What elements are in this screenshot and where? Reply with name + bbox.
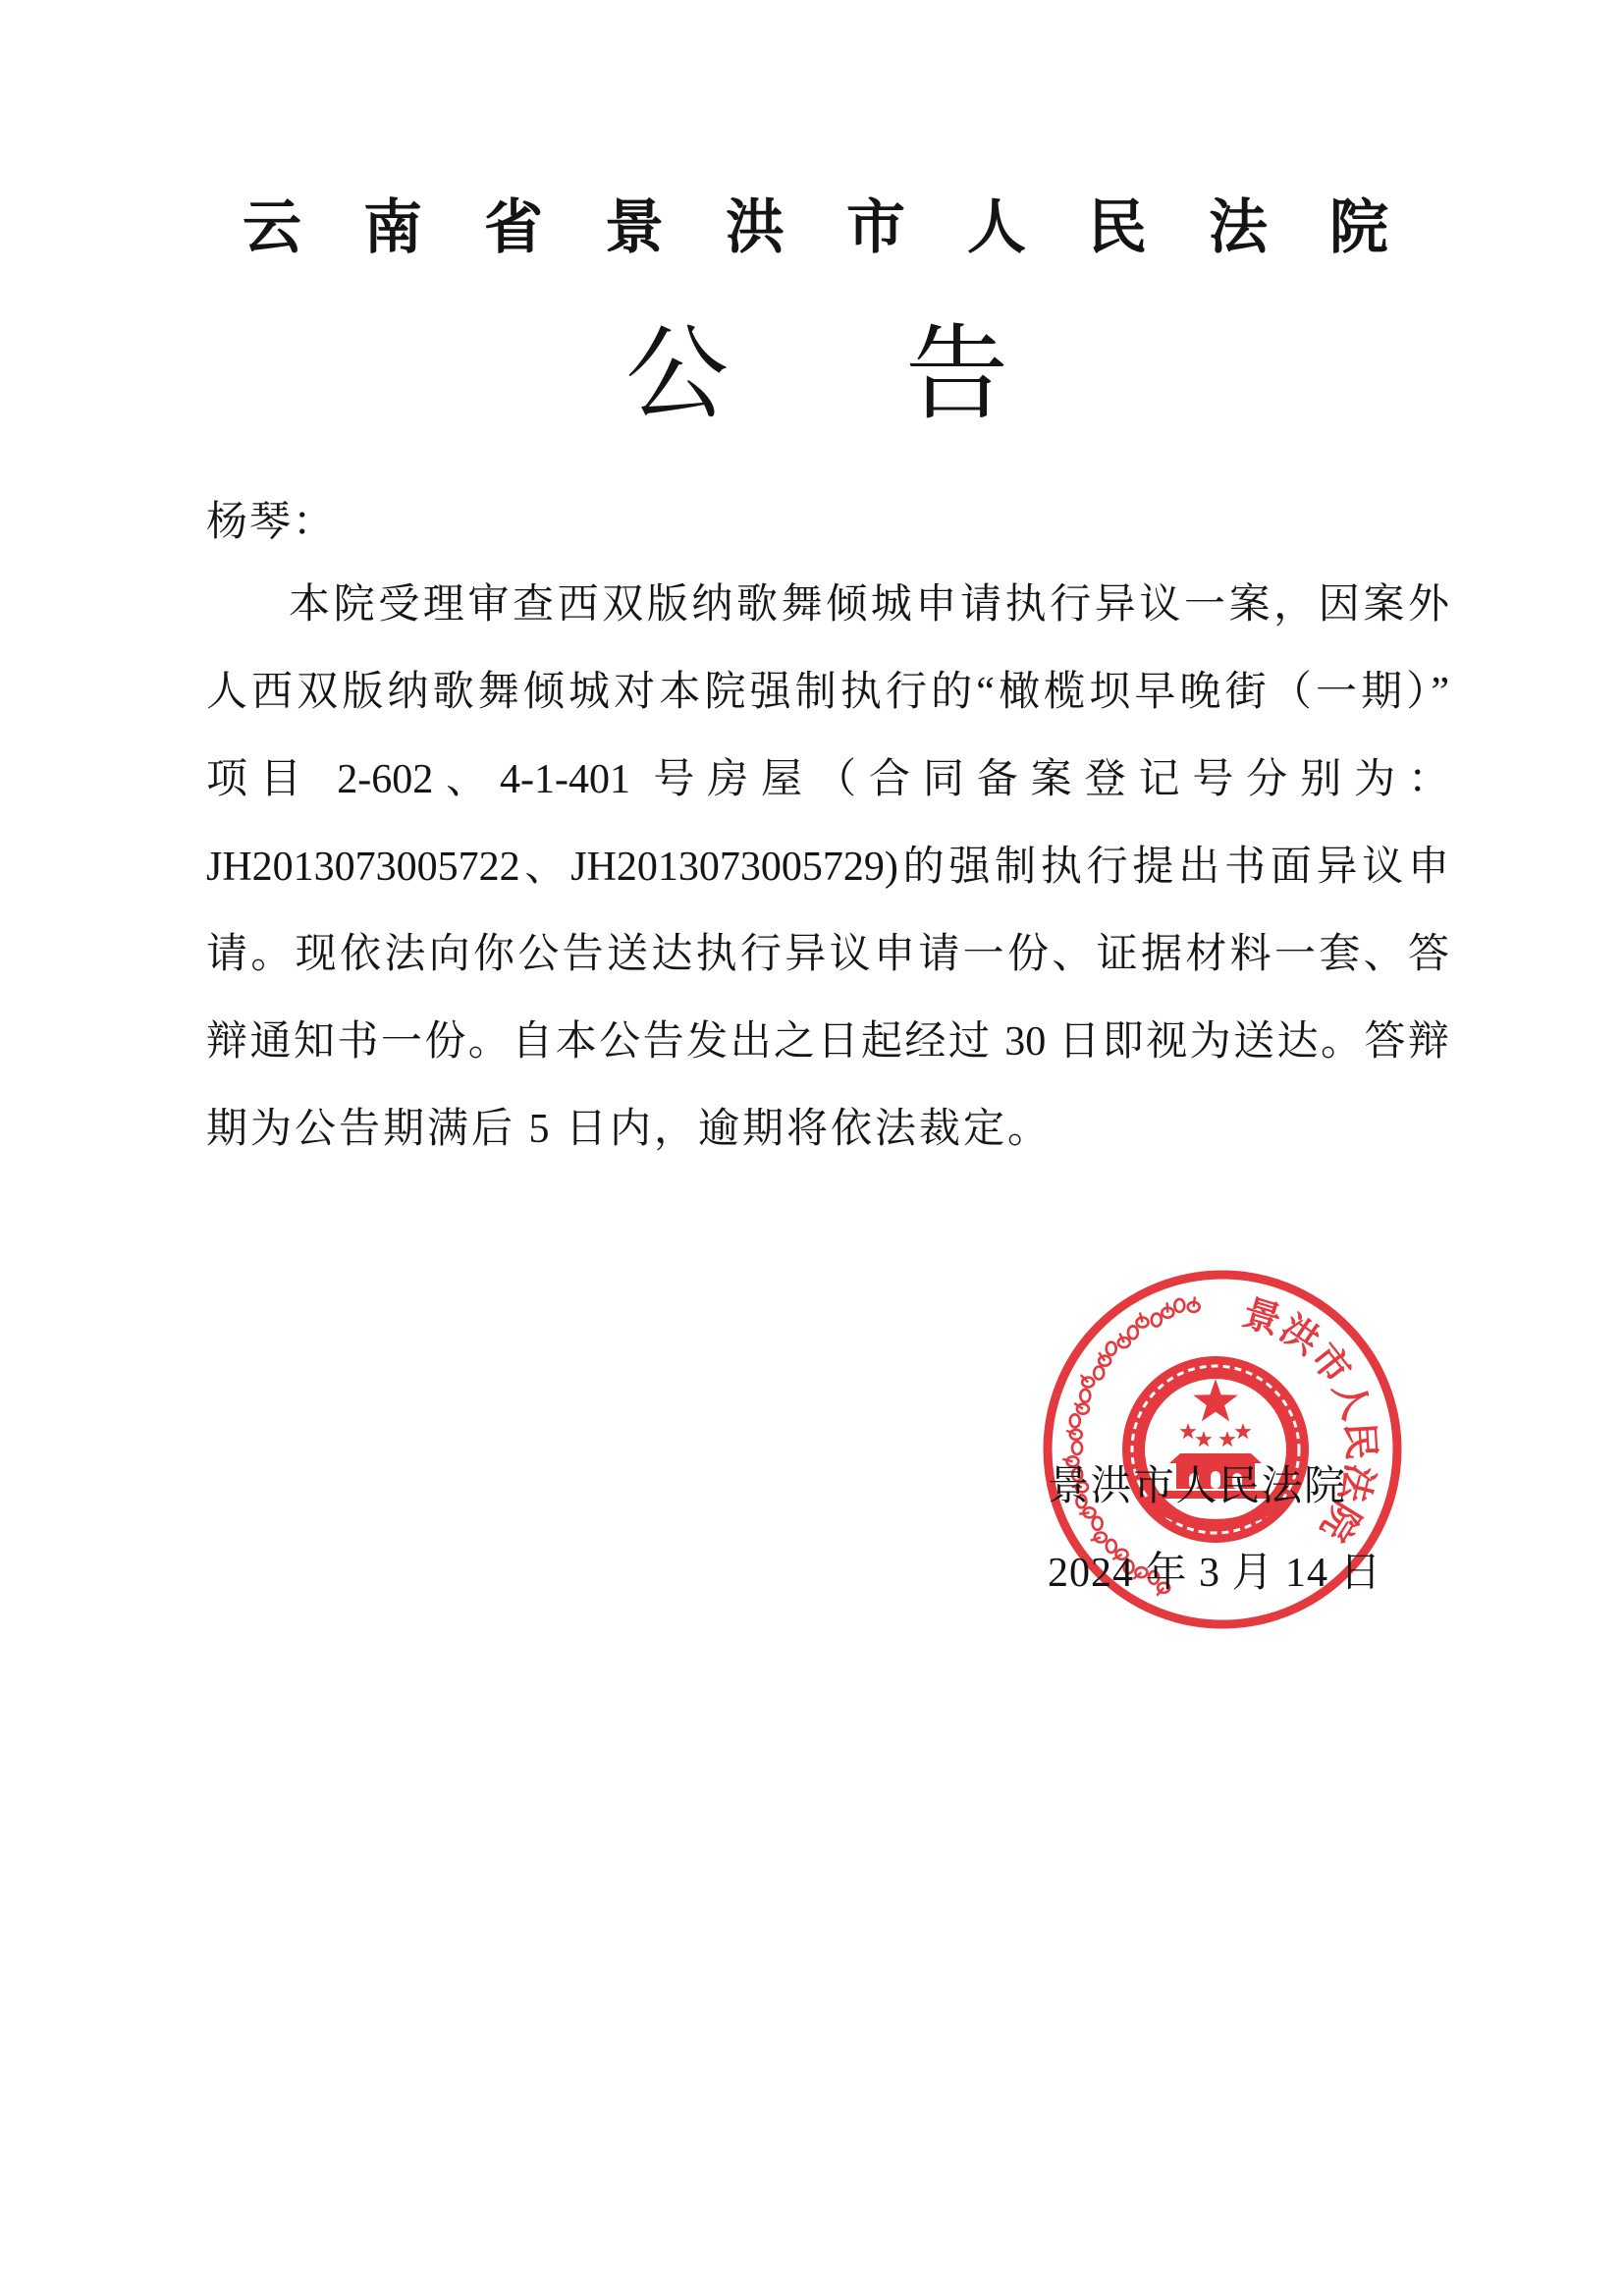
notice-title: 公告 bbox=[625, 317, 1185, 432]
body-line: 辩通知书一份。自本公告发出之日起经过 30 日即视为送达。答辩 bbox=[206, 1019, 1449, 1065]
body-line: 本院受理审查西双版纳歌舞倾城申请执行异议一案，因案外 bbox=[289, 582, 1449, 628]
court-title: 云南省景洪市人民法院 bbox=[243, 195, 1450, 260]
seal-script-glyph bbox=[1080, 1390, 1090, 1402]
body-line: 项目 2-602、4-1-401 号房屋（合同备案登记号分别为： bbox=[206, 757, 1449, 802]
seal-script-glyph bbox=[1128, 1326, 1138, 1339]
notice-body bbox=[206, 562, 1449, 1174]
seal-script-glyph bbox=[1070, 1430, 1082, 1440]
seal-script-glyph bbox=[1094, 1367, 1104, 1380]
body-line: 请。现依法向你公告送达执行异议申请一份、证据材料一套、答 bbox=[206, 932, 1449, 977]
addressee: 杨琴： bbox=[206, 500, 337, 545]
body-line: 人西双版纳歌舞倾城对本院强制执行的“橄榄坝早晚街（一期）” bbox=[206, 670, 1449, 715]
seal-script-stroke bbox=[1167, 1302, 1168, 1312]
seal-script-glyph bbox=[1070, 1414, 1080, 1427]
seal-script-stroke bbox=[1140, 1312, 1143, 1322]
seal-script-glyph bbox=[1107, 1342, 1116, 1355]
seal-script-glyph bbox=[1152, 1314, 1162, 1327]
court-signature: 景洪市人民法院 bbox=[1048, 1464, 1347, 1509]
seal-script-stroke bbox=[1194, 1297, 1195, 1307]
body-line: JH2013073005722、JH2013073005729)的强制执行提出书面异议申 bbox=[206, 845, 1449, 890]
issue-date: 2024 年 3 月 14 日 bbox=[1048, 1551, 1382, 1596]
seal-script-glyph bbox=[1174, 1299, 1184, 1312]
body-line: 期为公告期满后 5 日内，逾期将依法裁定。 bbox=[206, 1107, 1053, 1152]
seal-text-arc: 景洪市人民法院 bbox=[1237, 1289, 1384, 1551]
